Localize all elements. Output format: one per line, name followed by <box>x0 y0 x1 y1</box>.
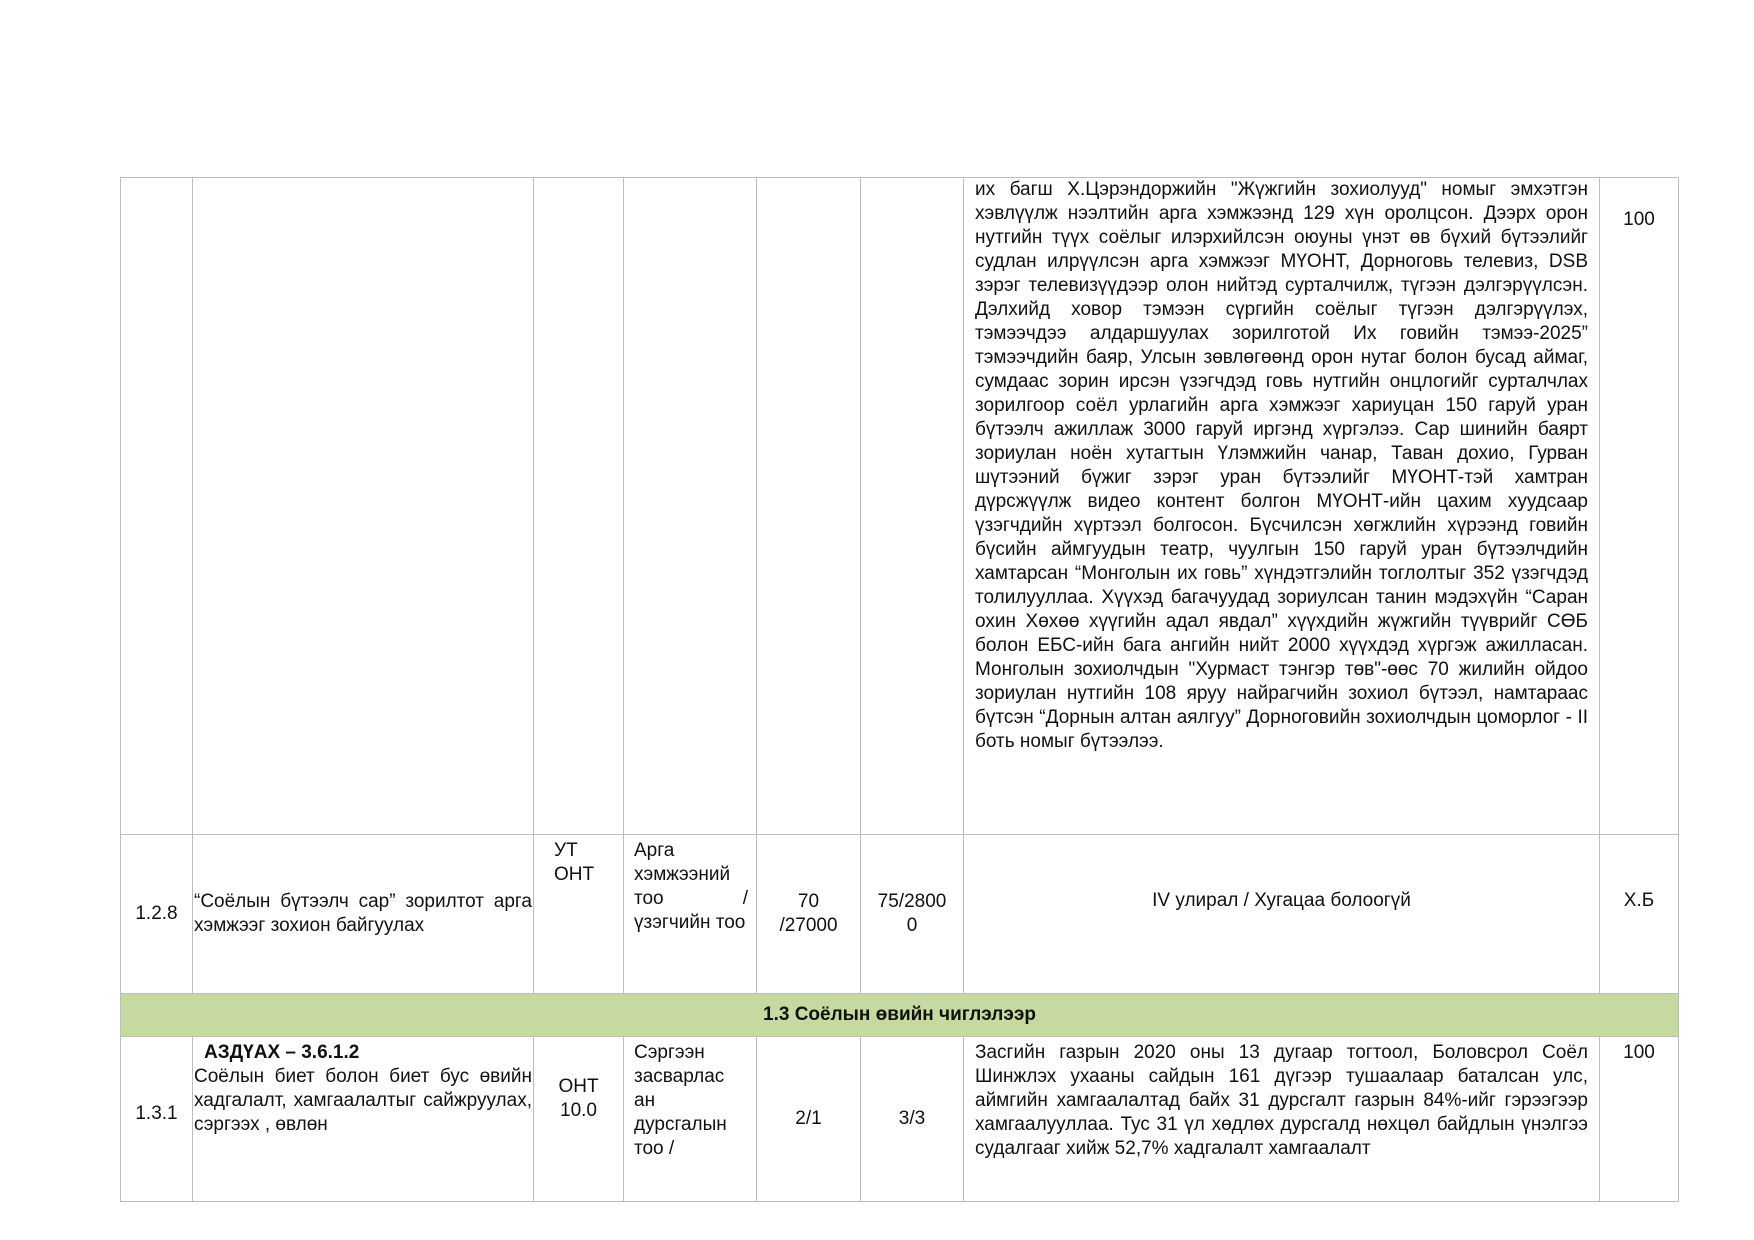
activity-cell <box>193 178 534 835</box>
responsible-cell: УТ ОНТ <box>534 835 624 994</box>
section-title: 1.3 Соёлын өвийн чиглэлээр <box>121 994 1679 1037</box>
result-cell: Засгийн газрын 2020 оны 13 дугаар тогтоол, Боловсрол Соёл Шинжлэх ухааны сайдын 161 дүгээр тушаалаар баталсан улс, аймгийн хамгаалалтад байх 31 дурсгалт газрын 84%-ийг гэрээгээр хамгаалууллаа. Тус 31 үл хөдлөх дурсгалд нөхцөл байдлын үнэлгээ судалгааг хийж 52,7% хадгалалт хамгаалалт <box>964 1037 1600 1202</box>
table-row <box>121 1037 1679 1202</box>
indicator-cell: Сэргээн засварлас ан дурсгалын тоо / <box>624 1037 757 1202</box>
row-number: 1.3.1 <box>121 1037 193 1202</box>
plan-report-table <box>120 177 1679 1202</box>
target-cell: 75/2800 0 <box>861 835 964 994</box>
baseline-cell: 2/1 <box>757 1037 861 1202</box>
activity-cell <box>193 1037 534 1202</box>
score-cell: 100 <box>1600 178 1679 835</box>
row-number <box>121 178 193 835</box>
activity-code: АЗДҮАХ – 3.6.1.2 <box>204 1042 360 1063</box>
target-cell: 3/3 <box>861 1037 964 1202</box>
indicator-cell: Арга хэмжээний тоо / үзэгчийн тоо <box>624 835 757 994</box>
baseline-cell <box>757 178 861 835</box>
table-row <box>121 835 1679 994</box>
responsible-cell <box>534 178 624 835</box>
target-cell <box>861 178 964 835</box>
indicator-cell <box>624 178 757 835</box>
score-cell: 100 <box>1600 1037 1679 1202</box>
result-cell: IV улирал / Хугацаа болоогүй <box>964 835 1600 994</box>
activity-cell: “Соёлын бүтээлч сар” зорилтот арга хэмжээг зохион байгуулах <box>193 835 534 994</box>
result-cell: их багш Х.Цэрэндоржийн "Жүжгийн зохиолууд" номыг эмхэтгэн хэвлүүлж нээлтийн арга хэмжээнд 129 хүн оролцсон. Дээрх орон нутгийн түүх соёлыг илэрхийлсэн оюуны үнэт өв бүхий бүтээлийг судлан илрүүлсэн арга хэмжээг МҮОНТ, Дорноговь телевиз, DSB зэрэг телевизүүдээр олон нийтэд сурталчилж, түгээн дэлгэрүүлсэн. Дэлхийд ховор тэмээн сүргийн соёлыг түгээн дэлгэрүүлэх, тэмээчдээ алдаршуулах зорилготой Их говийн тэмээ-2025” тэмээчдийн баяр, Улсын зөвлөгөөнд орон нутаг болон бусад аймаг, сумдаас зорин ирсэн үзэгчдэд говь нутгийн онцлогийг сурталчлах зорилгоор соёл урлагийн арга хэмжээг хариуцан 150 гаруй уран бүтээлч ажиллаж 3000 гаруй иргэнд хүргэлээ. Сар шинийн баярт зориулан ноён хутагтын Үлэмжийн чанар, Таван дохио, Гурван шүтээний бүжиг зэрэг уран бүтээлийг МҮОНТ-тэй хамтран дүрсжүүлж видео контент болгон МҮОНТ-ийн цахим хуудсаар үзэгчдийн хүртээл болгосон. Бүсчилсэн хөгжлийн хүрээнд говийн бүсийн аймгуудын театр, чуулгын 150 гаруй уран бүтээлчдийн хамтарсан “Монголын их говь” хүндэтгэлийн тоглолтыг 352 үзэгчдэд толилууллаа. Хүүхэд багачуудад зориулсан танин мэдэхүйн “Саран охин Хөхөө хүүгийн адал явдал” хүүхдийн жүжгийн түүврийг СӨБ болон ЕБС-ийн бага ангийн нийт 2000 хүүхдэд хүргэж ажилласан. Монголын зохиолчдын "Хурмаст тэнгэр төв"-өөс 70 жилийн ойдоо зориулан нутгийн 108 яруу найрагчийн зохиол бүтээл, намтараас бүтсэн “Дорнын алтан аялгуу” Дорноговийн зохиолчдын цоморлог - II боть номыг бүтээлээ. <box>964 178 1600 835</box>
activity-text: Соёлын биет болон биет бус өвийн хадгалалт, хамгаалалтыг сайжруулах, сэргээх , өвлөн <box>194 1066 532 1135</box>
score-cell: Х.Б <box>1600 835 1679 994</box>
baseline-cell: 70 /27000 <box>757 835 861 994</box>
table-row <box>121 178 1679 835</box>
row-number: 1.2.8 <box>121 835 193 994</box>
section-header-row <box>121 994 1679 1037</box>
responsible-cell: ОНТ 10.0 <box>534 1037 624 1202</box>
